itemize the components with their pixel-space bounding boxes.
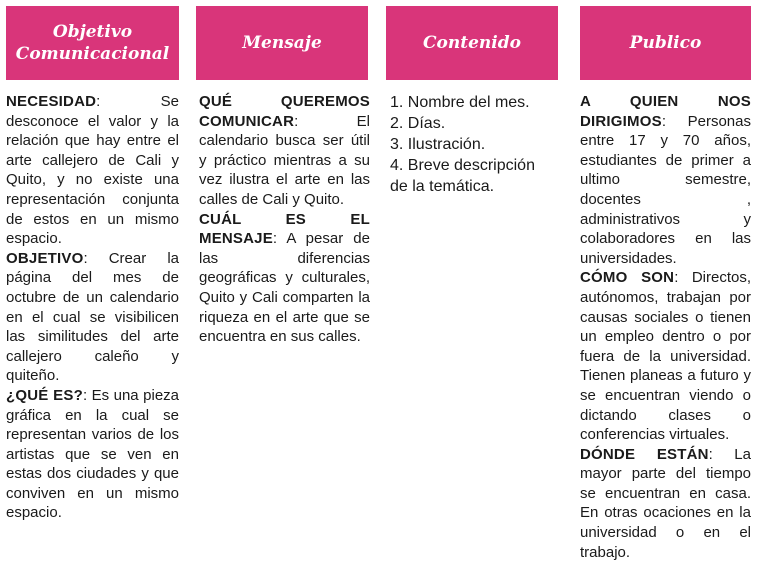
paragraph-objetivo <box>6 249 179 386</box>
text-como-son: : Directos, autónomos, trabajan por causas sociales o tienen un empleo dentro o por fuera de la universidad. Tienen planeas a futuro y se encuentran viendo o dictando clases o conferencias virtuales. <box>580 269 752 444</box>
column-contenido <box>390 92 557 197</box>
label-a-quien: A QUIEN NOS DIRIGIMOS <box>580 93 751 130</box>
text-objetivo: : Crear la página del mes de octubre de un calendario en el cual se visibilicen las similitudes del arte callejero caleño y quiteño. <box>6 249 179 385</box>
label-cual-mensaje: CUÁL ES EL MENSAJE <box>199 210 370 248</box>
column-publico <box>580 92 751 562</box>
label-que-comunicar: QUÉ QUEREMOS COMUNICAR <box>199 93 370 130</box>
paragraph-a-quien <box>580 92 751 268</box>
text-a-quien: : Personas entre 17 y 70 años, estudiantes de primer a ultimo semestre, docentes , administrativos y colaboradores en las universidades. <box>580 112 751 267</box>
header-label: Objetivo Comunicacional <box>15 22 170 64</box>
list-item: 2. Días. <box>390 115 446 132</box>
header-contenido <box>386 6 558 80</box>
header-label: Mensaje <box>242 33 322 53</box>
text-que-es: : Es una pieza gráfica en la cual se representan varios de los artistas que se ven en estas dos ciudades y que conviven en un mismo espacio. <box>6 386 180 522</box>
list-item: 4. Breve descripción de la temática. <box>390 157 535 195</box>
header-label: Publico <box>629 33 702 53</box>
text-necesidad: : Se desconoce el valor y la relación que hay entre el arte callejero de Cali y Quito, y no existe una representación conjunta de estos en un mismo espacio. <box>6 93 179 248</box>
list-item: 3. Ilustración. <box>390 136 486 153</box>
label-donde-estan: DÓNDE ESTÁN <box>580 445 709 463</box>
column-objetivo <box>6 92 179 523</box>
label-necesidad: NECESIDAD <box>6 93 97 110</box>
text-cual-mensaje: : A pesar de las diferencias geográficas y culturales, Quito y Cali comparten la riqueza en el arte que se encuentra en sus calles. <box>199 230 370 346</box>
header-objetivo-comunicacional <box>6 6 179 80</box>
paragraph-donde-estan <box>580 445 751 563</box>
column-mensaje <box>199 92 370 347</box>
paragraph-que-es <box>6 386 179 523</box>
header-publico <box>580 6 751 80</box>
paragraph-que-comunicar <box>199 92 370 210</box>
header-mensaje <box>196 6 368 80</box>
paragraph-cual-mensaje <box>199 210 370 347</box>
header-label: Contenido <box>423 33 521 53</box>
text-que-comunicar: : El calendario busca ser útil y práctico mientras a su vez ilustra el arte en las calles de Cali y Quito. <box>199 112 370 208</box>
paragraph-necesidad <box>6 92 179 249</box>
paragraph-como-son <box>580 268 751 444</box>
text-donde-estan: : La mayor parte del tiempo se encuentran en casa. En otras ocaciones en la universidad o en el trabajo. <box>580 445 751 561</box>
list-item: 1. Nombre del mes. <box>390 94 530 111</box>
label-como-son: CÓMO SON <box>580 269 675 287</box>
label-que-es: ¿QUÉ ES? <box>6 386 83 404</box>
label-objetivo: OBJETIVO <box>6 249 84 267</box>
